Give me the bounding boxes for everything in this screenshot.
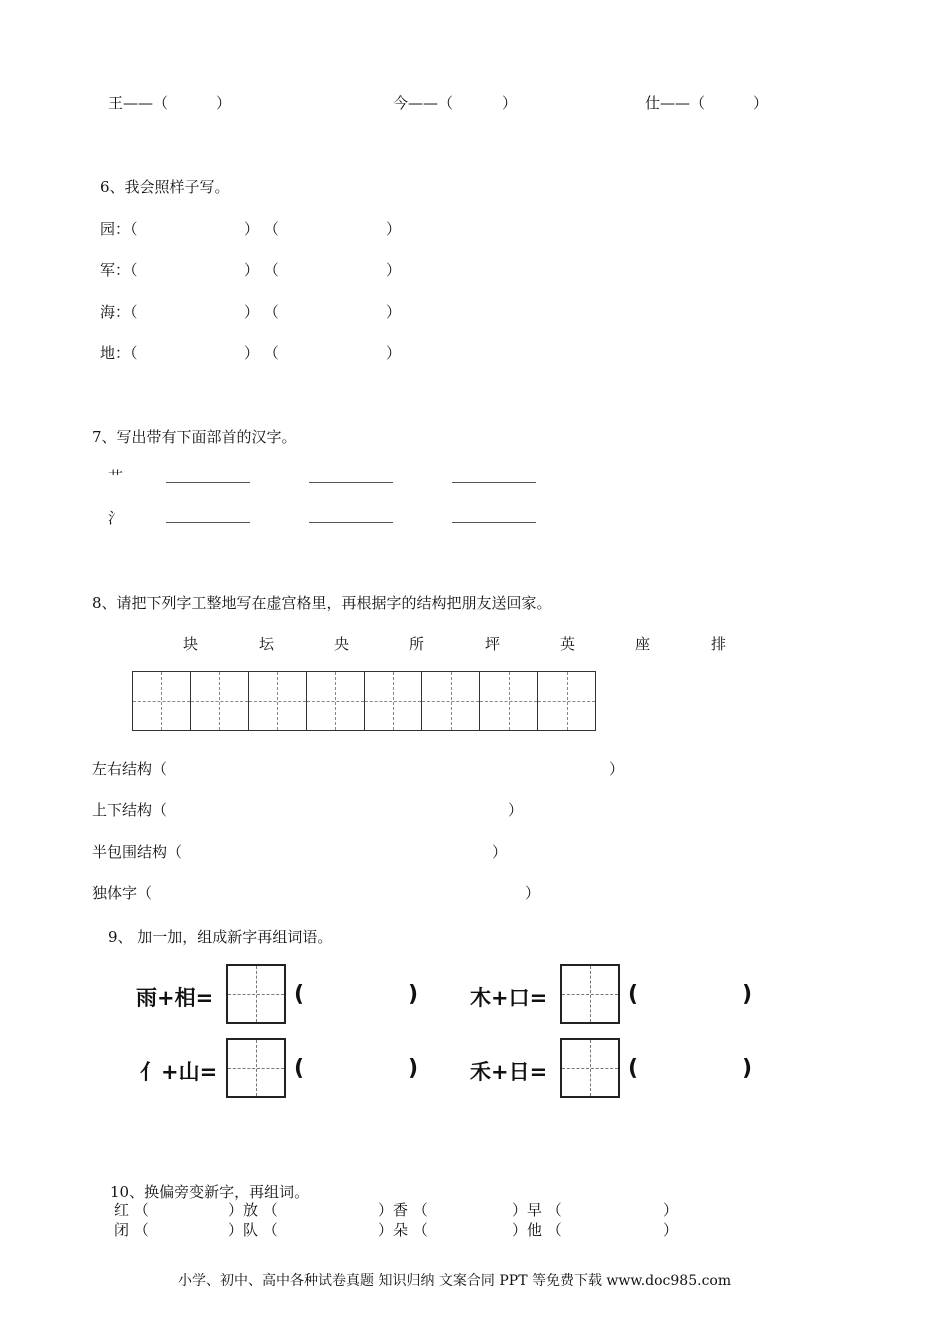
q8-char: 所: [409, 635, 425, 653]
q6-row-4-label: 地：（: [100, 344, 138, 362]
q7-blank[interactable]: [452, 482, 536, 483]
q9-close-paren: ): [742, 1056, 753, 1081]
q6-row-2-mid: ） （: [244, 261, 279, 279]
q8-char: 央: [334, 635, 350, 653]
grid-cell[interactable]: [191, 672, 249, 730]
q5-item-3-close: ）: [753, 94, 769, 112]
q9-close-paren: ): [408, 982, 419, 1007]
q8-char: 块: [183, 635, 199, 653]
q6-row-3-mid: ） （: [244, 303, 279, 321]
q9-open-paren: (: [294, 982, 305, 1007]
q9-open-paren: (: [294, 1056, 305, 1081]
q9-equation: 亻+山=: [140, 1060, 218, 1084]
q7-blank[interactable]: [309, 522, 393, 523]
q9-equation: 木+口=: [470, 986, 548, 1010]
q10-cell: ）放 （: [228, 1201, 278, 1219]
q5-item-2: 今——（: [393, 94, 454, 112]
q10-cell: 红 （: [114, 1201, 149, 1219]
q9-answer-box[interactable]: [560, 964, 620, 1024]
q6-row-1-mid: ） （: [244, 220, 279, 238]
grid-cell[interactable]: [422, 672, 480, 730]
q8-cat-left-right-close: ）: [609, 760, 625, 778]
page-footer: 小学、初中、高中各种试卷真题 知识归纳 文案合同 PPT 等免费下载 www.doc985.com: [178, 1273, 732, 1289]
q8-cat-top-bottom-close: ）: [508, 801, 524, 819]
q9-answer-box[interactable]: [560, 1038, 620, 1098]
q7-title: 7、写出带有下面部首的汉字。: [92, 428, 297, 446]
q8-char: 座: [635, 635, 651, 653]
q6-row-4-end: ）: [386, 344, 402, 362]
q8-cat-left-right: 左右结构（: [92, 760, 168, 778]
q8-title: 8、请把下列字工整地写在虚宫格里，再根据字的结构把朋友送回家。: [92, 594, 552, 612]
q10-title: 10、换偏旁变新字，再组词。: [110, 1183, 310, 1201]
grid-cell[interactable]: [538, 672, 595, 730]
q9-equation: 禾+日=: [470, 1060, 548, 1084]
q6-row-3-label: 海：（: [100, 303, 138, 321]
q7-blank[interactable]: [166, 482, 250, 483]
q6-row-2-label: 军：（: [100, 261, 138, 279]
grid-cell[interactable]: [365, 672, 423, 730]
q7-blank[interactable]: [452, 522, 536, 523]
q5-item-1: 王——（: [108, 94, 169, 112]
q7-blank[interactable]: [309, 482, 393, 483]
q5-item-3: 仕——（: [645, 94, 706, 112]
q9-open-paren: (: [628, 1056, 639, 1081]
q6-row-2-end: ）: [386, 261, 402, 279]
q8-char: 坪: [485, 635, 501, 653]
q9-answer-box[interactable]: [226, 964, 286, 1024]
grid-cell[interactable]: [480, 672, 538, 730]
q7-radical-grass: 艹: [108, 468, 124, 486]
q9-close-paren: ): [742, 982, 753, 1007]
q5-item-2-close: ）: [502, 94, 518, 112]
q8-char: 排: [711, 635, 727, 653]
grid-cell[interactable]: [307, 672, 365, 730]
q6-row-4-mid: ） （: [244, 344, 279, 362]
q8-char: 英: [560, 635, 576, 653]
q10-cell: ）香 （: [378, 1201, 428, 1219]
q10-cell: ）队 （: [228, 1221, 278, 1239]
q7-blank[interactable]: [166, 522, 250, 523]
q8-cat-half-enclosed-close: ）: [492, 843, 508, 861]
q10-cell: 闭 （: [114, 1221, 149, 1239]
q9-open-paren: (: [628, 982, 639, 1007]
q10-cell: ）早 （: [512, 1201, 562, 1219]
q9-answer-box[interactable]: [226, 1038, 286, 1098]
q6-title: 6、我会照样子写。: [100, 178, 230, 196]
q10-cell: ）他 （: [512, 1221, 562, 1239]
grid-cell[interactable]: [249, 672, 307, 730]
q8-writing-grid[interactable]: [132, 671, 596, 731]
q9-title: 9、 加一加，组成新字再组词语。: [108, 928, 333, 946]
q8-cat-single-close: ）: [525, 884, 541, 902]
q8-char: 坛: [259, 635, 275, 653]
q6-row-1-label: 园：（: [100, 220, 138, 238]
q8-cat-single: 独体字（: [92, 884, 153, 902]
q10-cell: ）: [663, 1201, 679, 1219]
grid-cell[interactable]: [133, 672, 191, 730]
q8-cat-top-bottom: 上下结构（: [92, 801, 168, 819]
q5-item-1-close: ）: [216, 94, 232, 112]
q7-radical-water: 氵: [108, 509, 124, 527]
q9-close-paren: ): [408, 1056, 419, 1081]
q6-row-3-end: ）: [386, 303, 402, 321]
q10-cell: ）: [663, 1221, 679, 1239]
q6-row-1-end: ）: [386, 220, 402, 238]
q9-equation: 雨+相=: [136, 986, 214, 1010]
q10-cell: ）朵 （: [378, 1221, 428, 1239]
q8-cat-half-enclosed: 半包围结构（: [92, 843, 183, 861]
